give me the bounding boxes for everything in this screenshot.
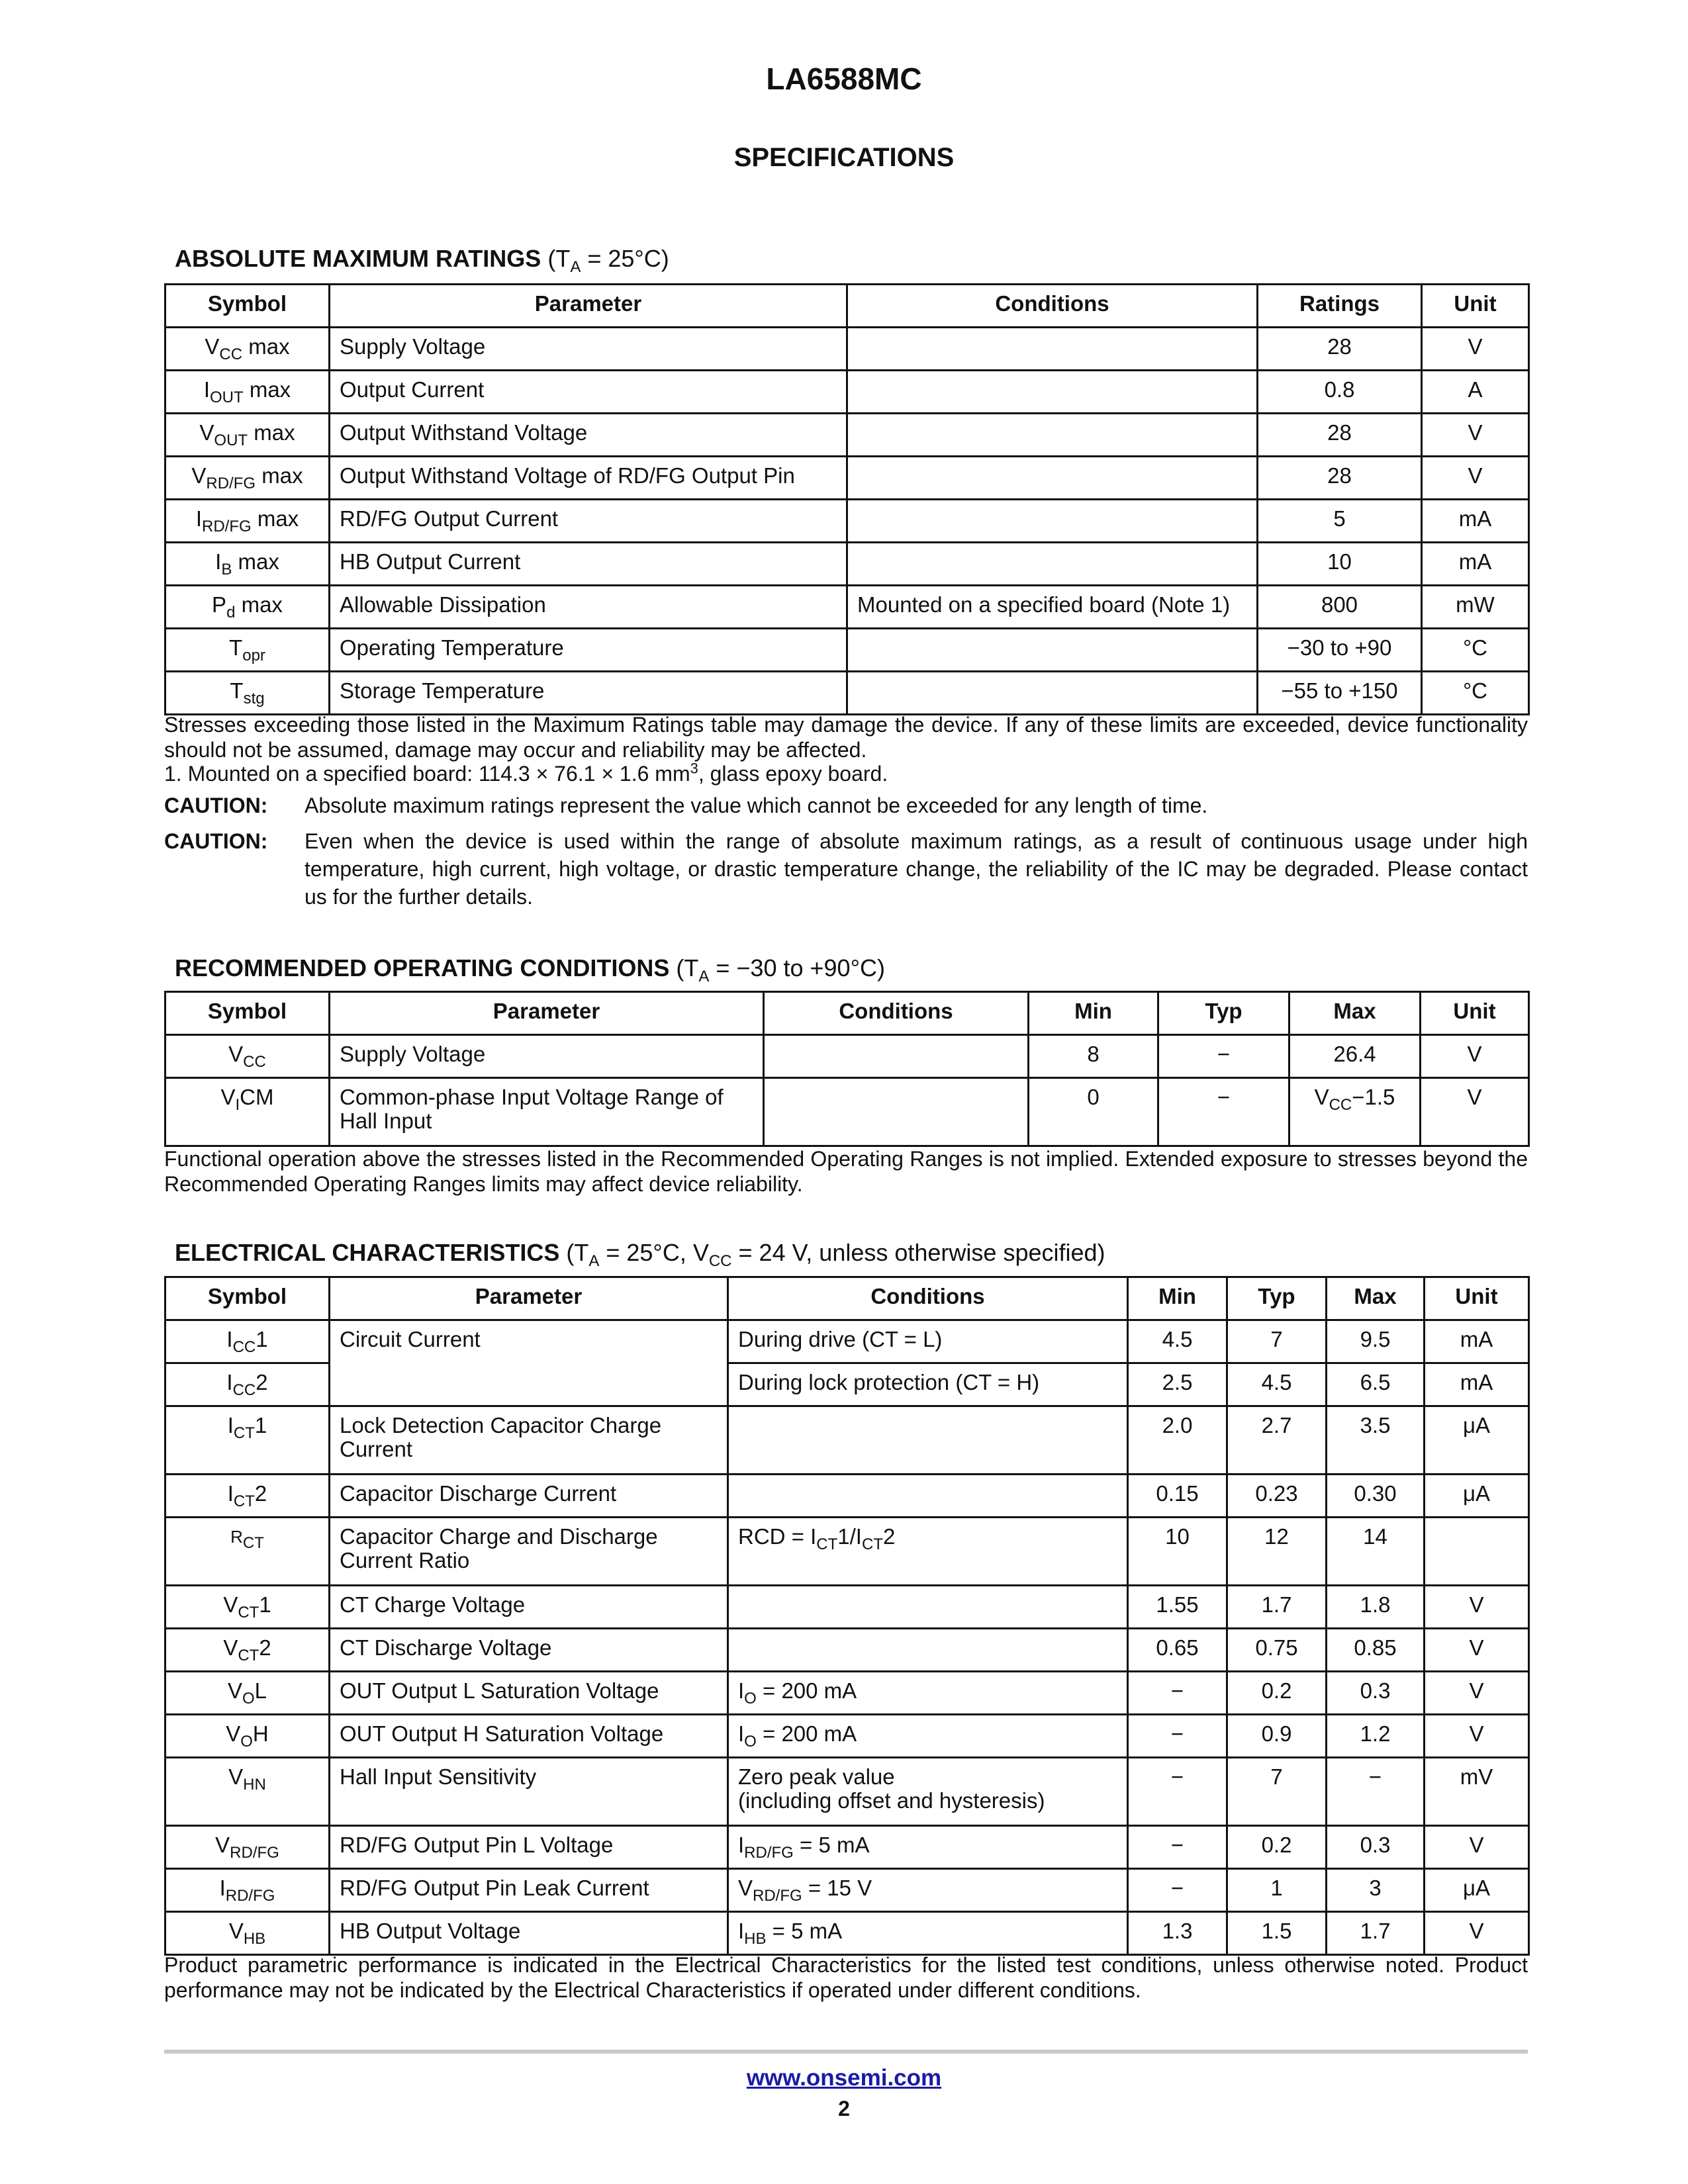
table-row — [165, 1518, 1529, 1586]
unit-cell: mV — [1425, 1758, 1529, 1826]
roc-note: Functional operation above the stresses listed in the Recommended Operating Ranges is not implied. Extended exposure to stresses beyond the Recommended Operating Ranges limits may affect device reliability. — [164, 1147, 1528, 1196]
unit-cell: V — [1425, 1586, 1529, 1629]
unit-cell: V — [1421, 1035, 1529, 1078]
table-row — [165, 371, 1529, 414]
unit-cell — [1425, 1518, 1529, 1586]
table-row — [165, 586, 1529, 629]
table-row — [165, 1320, 1529, 1363]
table-row — [165, 328, 1529, 371]
parameter-cell: RD/FG Output Current — [330, 500, 847, 543]
parameter-cell: Output Current — [330, 371, 847, 414]
min-cell: 8 — [1029, 1035, 1158, 1078]
typ-cell: 0.9 — [1227, 1715, 1327, 1758]
table-row — [165, 1672, 1529, 1715]
unit-cell: μA — [1425, 1406, 1529, 1475]
min-cell: 0 — [1029, 1078, 1158, 1146]
parameter-cell: Allowable Dissipation — [330, 586, 847, 629]
typ-cell: 7 — [1227, 1758, 1327, 1826]
ec-condition: ($T_A = 25^\circ C$, $V_{CC} = 24$ V, unless otherwise specified) — [566, 1239, 1105, 1270]
ratings-cell: −55 to +150 — [1258, 672, 1422, 715]
parameter-cell: HB Output Voltage — [330, 1912, 728, 1955]
max-cell: 3 — [1327, 1869, 1425, 1912]
caution-text: Absolute maximum ratings represent the value which cannot be exceeded for any length of time. — [305, 794, 1208, 817]
typ-cell: 1 — [1227, 1869, 1327, 1912]
symbol-cell: $I_{CT}1$ — [165, 1406, 330, 1475]
table-row — [165, 1475, 1529, 1518]
footer-url — [0, 2065, 1688, 2091]
symbol-cell: $V_OL$ — [165, 1672, 330, 1715]
conditions-cell: During drive (CT = L) — [728, 1320, 1128, 1363]
symbol-cell: $T_{opr}$ — [165, 629, 330, 672]
symbol-cell: $V_{HN}$ — [165, 1758, 330, 1826]
parameter-cell: Output Withstand Voltage of RD/FG Output Pin — [330, 457, 847, 500]
symbol-cell: $V_{OUT}$ max — [165, 414, 330, 457]
parameter-cell: CT Charge Voltage — [330, 1586, 728, 1629]
symbol-cell: $I_B$ max — [165, 543, 330, 586]
symbol-cell: $V_{RD/FG}$ max — [165, 457, 330, 500]
table-row — [165, 1869, 1529, 1912]
max-cell: 9.5 — [1327, 1320, 1425, 1363]
min-cell: − — [1128, 1758, 1227, 1826]
roc-table — [164, 991, 1530, 1147]
max-cell: 1.7 — [1327, 1912, 1425, 1955]
col-header: Parameter — [330, 992, 764, 1035]
symbol-cell: $T_{stg}$ — [165, 672, 330, 715]
parameter-cell: HB Output Current — [330, 543, 847, 586]
col-header: Symbol — [165, 1277, 330, 1320]
ratings-cell: −30 to +90 — [1258, 629, 1422, 672]
max-cell: 0.30 — [1327, 1475, 1425, 1518]
ratings-cell: 0.8 — [1258, 371, 1422, 414]
min-cell: 4.5 — [1128, 1320, 1227, 1363]
unit-cell: V — [1425, 1672, 1529, 1715]
symbol-cell: $V_{HB}$ — [165, 1912, 330, 1955]
unit-cell: V — [1425, 1629, 1529, 1672]
col-header: Conditions — [728, 1277, 1128, 1320]
website-link[interactable]: www.onsemi.com — [746, 2065, 942, 2091]
symbol-cell: $I_{CC}2$ — [165, 1363, 330, 1406]
symbol-cell: $V_{CT}2$ — [165, 1629, 330, 1672]
unit-cell: V — [1425, 1912, 1529, 1955]
unit-cell: mW — [1422, 586, 1529, 629]
unit-cell: V — [1421, 1078, 1529, 1146]
symbol-cell: $V_OH$ — [165, 1715, 330, 1758]
caution-label: CAUTION: — [164, 794, 268, 817]
symbol-cell: $V_{CC}$ — [165, 1035, 330, 1078]
conditions-cell — [847, 500, 1258, 543]
conditions-cell: $I_{HB} = 5$ mA — [728, 1912, 1128, 1955]
conditions-cell — [847, 457, 1258, 500]
stress-note: Stresses exceeding those listed in the Maximum Ratings table may damage the device. If any of these limits are exceeded, device functionality should not be assumed, damage may occur and reliability may be affected. — [164, 713, 1528, 762]
ratings-cell: 5 — [1258, 500, 1422, 543]
max-cell: 26.4 — [1289, 1035, 1421, 1078]
col-header: Unit — [1421, 992, 1529, 1035]
ratings-cell: 28 — [1258, 328, 1422, 371]
min-cell: 0.15 — [1128, 1475, 1227, 1518]
typ-cell: 0.2 — [1227, 1672, 1327, 1715]
symbol-cell: $I_{CC}1$ — [165, 1320, 330, 1363]
parameter-cell: Lock Detection Capacitor Charge Current — [330, 1406, 728, 1475]
footer-divider — [164, 2050, 1528, 2054]
ec-heading — [175, 1239, 1105, 1270]
unit-cell: mA — [1422, 543, 1529, 586]
table-row — [165, 1715, 1529, 1758]
parameter-cell: Output Withstand Voltage — [330, 414, 847, 457]
ec-table — [164, 1276, 1530, 1956]
conditions-cell — [847, 629, 1258, 672]
table-row — [165, 1629, 1529, 1672]
conditions-cell — [728, 1406, 1128, 1475]
min-cell: 1.55 — [1128, 1586, 1227, 1629]
unit-cell: mA — [1425, 1363, 1529, 1406]
parameter-cell: RD/FG Output Pin Leak Current — [330, 1869, 728, 1912]
col-header: Ratings — [1258, 285, 1422, 328]
conditions-cell — [728, 1475, 1128, 1518]
symbol-cell: $R_{CT}$ — [165, 1518, 330, 1586]
unit-cell: mA — [1422, 500, 1529, 543]
min-cell: 2.0 — [1128, 1406, 1227, 1475]
conditions-cell: During lock protection (CT = H) — [728, 1363, 1128, 1406]
col-header: Max — [1327, 1277, 1425, 1320]
min-cell: 10 — [1128, 1518, 1227, 1586]
max-cell: 1.8 — [1327, 1586, 1425, 1629]
table-row — [165, 1078, 1529, 1146]
max-cell: 3.5 — [1327, 1406, 1425, 1475]
max-cell: − — [1327, 1758, 1425, 1826]
typ-cell: 2.7 — [1227, 1406, 1327, 1475]
col-header: Unit — [1425, 1277, 1529, 1320]
parameter-cell: OUT Output H Saturation Voltage — [330, 1715, 728, 1758]
max-cell: 1.2 — [1327, 1715, 1425, 1758]
ratings-cell: 28 — [1258, 414, 1422, 457]
symbol-cell: $I_{OUT}$ max — [165, 371, 330, 414]
table-header-row — [165, 992, 1529, 1035]
amr-condition: $(T_A = 25^\circ C)$ — [547, 245, 669, 276]
unit-cell: V — [1422, 414, 1529, 457]
ratings-cell: 28 — [1258, 457, 1422, 500]
min-cell: 0.65 — [1128, 1629, 1227, 1672]
col-header: Parameter — [330, 285, 847, 328]
symbol-cell: $I_{RD/FG}$ max — [165, 500, 330, 543]
unit-cell: μA — [1425, 1869, 1529, 1912]
col-header: Parameter — [330, 1277, 728, 1320]
ratings-cell: 800 — [1258, 586, 1422, 629]
table-row — [165, 457, 1529, 500]
ec-note: Product parametric performance is indicated in the Electrical Characteristics for the listed test conditions, unless otherwise noted. Product performance may not be indicated by the Electrical Characteristics if operated under different conditions. — [164, 1953, 1528, 2002]
max-cell: 0.85 — [1327, 1629, 1425, 1672]
parameter-cell: Supply Voltage — [330, 1035, 764, 1078]
unit-cell: V — [1425, 1826, 1529, 1869]
typ-cell: 7 — [1227, 1320, 1327, 1363]
table-row — [165, 1758, 1529, 1826]
conditions-cell — [764, 1078, 1029, 1146]
col-header: Conditions — [764, 992, 1029, 1035]
unit-cell: °C — [1422, 629, 1529, 672]
symbol-cell: $V_ICM$ — [165, 1078, 330, 1146]
section-title: SPECIFICATIONS — [733, 143, 955, 172]
typ-cell: 1.5 — [1227, 1912, 1327, 1955]
part-number: LA6588MC — [766, 62, 922, 96]
parameter-cell: Common-phase Input Voltage Range of Hall Input — [330, 1078, 764, 1146]
table-row — [165, 414, 1529, 457]
caution-text: Even when the device is used within the range of absolute maximum ratings, as a result of continuous usage under high temperature, high current, high voltage, or drastic temperature change, the reliability of the IC may be degraded. Please contact us for the further details. — [305, 829, 1528, 909]
table-row — [165, 629, 1529, 672]
caution-1 — [164, 792, 1528, 819]
conditions-cell — [728, 1629, 1128, 1672]
col-header: Min — [1029, 992, 1158, 1035]
col-header: Unit — [1422, 285, 1529, 328]
min-cell: 1.3 — [1128, 1912, 1227, 1955]
typ-cell: 0.23 — [1227, 1475, 1327, 1518]
unit-cell: °C — [1422, 672, 1529, 715]
conditions-cell — [847, 371, 1258, 414]
conditions-cell: $V_{RD/FG} = 15$ V — [728, 1869, 1128, 1912]
typ-cell: 12 — [1227, 1518, 1327, 1586]
typ-cell: 0.75 — [1227, 1629, 1327, 1672]
parameter-cell: Supply Voltage — [330, 328, 847, 371]
symbol-cell: $I_{RD/FG}$ — [165, 1869, 330, 1912]
amr-title: ABSOLUTE MAXIMUM RATINGS — [175, 245, 541, 272]
roc-condition: ($T_A = -30$ to +90°C) — [676, 954, 885, 985]
typ-cell: − — [1158, 1078, 1289, 1146]
max-cell: 6.5 — [1327, 1363, 1425, 1406]
table-row — [165, 1586, 1529, 1629]
typ-cell: 4.5 — [1227, 1363, 1327, 1406]
min-cell: − — [1128, 1715, 1227, 1758]
col-header: Symbol — [165, 992, 330, 1035]
symbol-cell: $V_{RD/FG}$ — [165, 1826, 330, 1869]
max-cell: 0.3 — [1327, 1672, 1425, 1715]
note-1: 1. Mounted on a specified board: 114.3 × 76.1 × 1.6 $mm^3$, glass epoxy board. — [164, 760, 888, 786]
table-row — [165, 543, 1529, 586]
amr-table — [164, 283, 1530, 715]
caution-2 — [164, 827, 1528, 911]
table-row — [165, 672, 1529, 715]
typ-cell: − — [1158, 1035, 1289, 1078]
conditions-cell: $I_{RD/FG} = 5$ mA — [728, 1826, 1128, 1869]
conditions-cell — [847, 543, 1258, 586]
table-row — [165, 1826, 1529, 1869]
unit-cell: A — [1422, 371, 1529, 414]
min-cell: − — [1128, 1869, 1227, 1912]
parameter-cell: Operating Temperature — [330, 629, 847, 672]
unit-cell: V — [1422, 457, 1529, 500]
caution-label: CAUTION: — [164, 829, 268, 853]
table-row — [165, 1035, 1529, 1078]
min-cell: − — [1128, 1826, 1227, 1869]
symbol-cell: $I_{CT}2$ — [165, 1475, 330, 1518]
col-header: Min — [1128, 1277, 1227, 1320]
max-cell: 0.3 — [1327, 1826, 1425, 1869]
conditions-cell — [847, 328, 1258, 371]
roc-title: RECOMMENDED OPERATING CONDITIONS — [175, 954, 670, 981]
symbol-cell: $P_d$ max — [165, 586, 330, 629]
parameter-cell: OUT Output L Saturation Voltage — [330, 1672, 728, 1715]
ec-title: ELECTRICAL CHARACTERISTICS — [175, 1239, 560, 1266]
typ-cell: 0.2 — [1227, 1826, 1327, 1869]
col-header: Conditions — [847, 285, 1258, 328]
col-header: Typ — [1227, 1277, 1327, 1320]
conditions-cell: Mounted on a specified board (Note 1) — [847, 586, 1258, 629]
unit-cell: μA — [1425, 1475, 1529, 1518]
table-row — [165, 1912, 1529, 1955]
unit-cell: mA — [1425, 1320, 1529, 1363]
parameter-cell: Circuit Current — [330, 1320, 728, 1406]
roc-heading — [175, 954, 885, 985]
unit-cell: V — [1422, 328, 1529, 371]
symbol-cell: $V_{CC}$ max — [165, 328, 330, 371]
conditions-cell — [847, 414, 1258, 457]
parameter-cell: Capacitor Discharge Current — [330, 1475, 728, 1518]
page-number: 2 — [838, 2097, 850, 2120]
parameter-cell: Storage Temperature — [330, 672, 847, 715]
table-header-row — [165, 285, 1529, 328]
conditions-cell: RCD = $I_{CT}1/I_{CT}2$ — [728, 1518, 1128, 1586]
typ-cell: 1.7 — [1227, 1586, 1327, 1629]
conditions-cell — [764, 1035, 1029, 1078]
col-header: Symbol — [165, 285, 330, 328]
parameter-cell: CT Discharge Voltage — [330, 1629, 728, 1672]
col-header: Typ — [1158, 992, 1289, 1035]
parameter-cell: RD/FG Output Pin L Voltage — [330, 1826, 728, 1869]
table-row — [165, 1406, 1529, 1475]
conditions-cell — [728, 1586, 1128, 1629]
min-cell: − — [1128, 1672, 1227, 1715]
max-cell: 14 — [1327, 1518, 1425, 1586]
parameter-cell: Hall Input Sensitivity — [330, 1758, 728, 1826]
ratings-cell: 10 — [1258, 543, 1422, 586]
col-header: Max — [1289, 992, 1421, 1035]
table-row — [165, 500, 1529, 543]
conditions-cell: Zero peak value (including offset and hysteresis) — [728, 1758, 1128, 1826]
table-header-row — [165, 1277, 1529, 1320]
conditions-cell: $I_O = 200$ mA — [728, 1715, 1128, 1758]
min-cell: 2.5 — [1128, 1363, 1227, 1406]
parameter-cell: Capacitor Charge and Discharge Current Ratio — [330, 1518, 728, 1586]
symbol-cell: $V_{CT}1$ — [165, 1586, 330, 1629]
max-cell: $V_{CC}-1.5$ — [1289, 1078, 1421, 1146]
amr-heading — [175, 245, 669, 276]
conditions-cell — [847, 672, 1258, 715]
unit-cell: V — [1425, 1715, 1529, 1758]
conditions-cell: $I_O = 200$ mA — [728, 1672, 1128, 1715]
